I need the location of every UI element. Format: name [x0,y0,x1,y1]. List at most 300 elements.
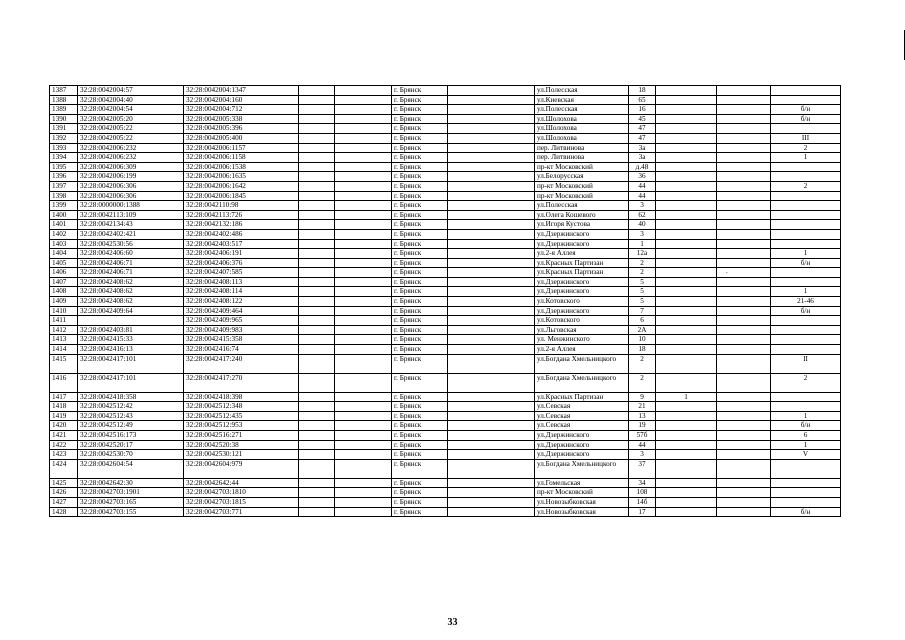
cell-apt [771,277,841,287]
cell-city: г. Брянск [392,86,448,96]
cell-cad1: 32:28:0042113:109 [78,210,184,220]
cell-e [656,411,717,421]
cell-city: г. Брянск [392,210,448,220]
cell-apt: 2 [771,373,841,392]
cell-house: 21 [629,402,656,412]
cell-cad1: 32:28:0042403:81 [78,325,184,335]
cell-city: г. Брянск [392,497,448,507]
cell-empty [299,210,335,220]
cell-e [656,450,717,460]
cell-num: 1394 [50,153,78,163]
cell-cad1: 32:28:0042134:43 [78,220,184,230]
stray-mark: . [726,267,728,275]
cell-city: г. Брянск [392,440,448,450]
table-row [50,431,841,441]
cell-empty [448,86,535,96]
cell-street: пр-кт Московский [535,181,629,191]
cell-city: г. Брянск [392,143,448,153]
cell-apt [771,335,841,345]
cell-house: 65 [629,95,656,105]
cell-city: г. Брянск [392,478,448,488]
cell-empty [335,124,392,134]
cell-empty [335,258,392,268]
cell-apt [771,229,841,239]
cell-empty [448,478,535,488]
table-row [50,124,841,134]
cell-num: 1427 [50,497,78,507]
cell-empty [299,373,335,392]
cell-apt [771,210,841,220]
cell-cad1: 32:28:0042415:33 [78,335,184,345]
cell-empty [335,440,392,450]
cell-e [656,316,717,326]
table-row [50,133,841,143]
cell-apt [771,268,841,278]
cell-num: 1388 [50,95,78,105]
cell-empty [717,105,771,115]
cell-city: г. Брянск [392,354,448,373]
cell-empty [717,392,771,402]
cell-cad2: 32:28:0042512:435 [184,411,299,421]
cell-cad1: 32:28:0042408:62 [78,277,184,287]
cell-e [656,210,717,220]
cell-e [656,440,717,450]
cell-apt: 2 [771,143,841,153]
cell-empty [448,335,535,345]
cell-empty [717,478,771,488]
cell-num: 1402 [50,229,78,239]
cell-house: 9 [629,392,656,402]
cell-street: ул.Богдана Хмельницкого [535,373,629,392]
cell-cad2: 32:28:0042516:271 [184,431,299,441]
cell-city: г. Брянск [392,325,448,335]
cell-house: 2А [629,325,656,335]
cell-empty [717,497,771,507]
cell-e [656,153,717,163]
cell-num: 1399 [50,201,78,211]
cell-empty [717,450,771,460]
table-row [50,402,841,412]
cell-empty [717,268,771,278]
cell-e [656,95,717,105]
cell-empty [448,277,535,287]
cell-apt: б/н [771,105,841,115]
cell-apt [771,392,841,402]
cell-empty [299,478,335,488]
cell-empty [299,411,335,421]
cell-cad1: 32:28:0042006:232 [78,153,184,163]
table-row [50,354,841,373]
table-row [50,373,841,392]
cell-empty [299,249,335,259]
cell-empty [299,488,335,498]
cell-empty [717,345,771,355]
cell-empty [299,306,335,316]
cell-cad2: 32:28:0042409:983 [184,325,299,335]
cell-house: 40 [629,220,656,230]
cell-cad1: 32:28:0042006:232 [78,143,184,153]
cell-empty [448,411,535,421]
cell-cad1: 32:28:0042006:306 [78,191,184,201]
cell-empty [448,95,535,105]
cell-num: 1398 [50,191,78,201]
cell-empty [448,124,535,134]
cell-num: 1393 [50,143,78,153]
table-row [50,297,841,307]
cell-empty [335,345,392,355]
cell-city: г. Брянск [392,239,448,249]
cell-empty [335,249,392,259]
cell-street: ул.Красных Партизан [535,392,629,402]
cell-empty [717,114,771,124]
cell-empty [448,105,535,115]
cell-street: ул.Гомельская [535,478,629,488]
cell-street: ул.Новозыбковская [535,507,629,517]
cell-street: ул.Дзержинского [535,277,629,287]
cell-cad1: 32:28:0042406:71 [78,268,184,278]
cell-city: г. Брянск [392,105,448,115]
cell-empty [717,172,771,182]
cell-cad2: 32:28:0042403:517 [184,239,299,249]
cell-empty [448,258,535,268]
cell-e [656,201,717,211]
cell-num: 1404 [50,249,78,259]
cell-empty [299,162,335,172]
cell-street: ул.Севская [535,411,629,421]
cell-house: 3а [629,153,656,163]
cell-empty [448,507,535,517]
cell-num: 1415 [50,354,78,373]
table-row [50,181,841,191]
cell-city: г. Брянск [392,373,448,392]
cell-empty [448,306,535,316]
cell-city: г. Брянск [392,287,448,297]
cell-e [656,497,717,507]
cell-city: г. Брянск [392,220,448,230]
table-row [50,172,841,182]
cell-city: г. Брянск [392,316,448,326]
cell-street: ул.Олега Кошевого [535,210,629,220]
cell-apt: 1 [771,249,841,259]
cell-apt [771,497,841,507]
cell-e [656,335,717,345]
cell-apt [771,325,841,335]
cell-apt: 1 [771,287,841,297]
page-number: 33 [447,617,458,628]
cell-num: 1412 [50,325,78,335]
cell-empty [448,287,535,297]
cell-e [656,229,717,239]
table-row [50,249,841,259]
cell-house: 62 [629,210,656,220]
cell-street: ул.Полесская [535,201,629,211]
cell-empty [448,421,535,431]
cell-empty [448,181,535,191]
cell-empty [448,114,535,124]
cell-street: ул.Дзержинского [535,431,629,441]
cell-e [656,258,717,268]
cell-empty [717,229,771,239]
cell-cad1: 32:28:0042004:54 [78,105,184,115]
cell-empty [448,459,535,478]
cell-empty [448,220,535,230]
cell-e [656,373,717,392]
cell-empty [717,373,771,392]
cell-cad2: 32:28:0042005:338 [184,114,299,124]
cell-num: 1416 [50,373,78,392]
cell-house: 2 [629,268,656,278]
cell-apt: 1 [771,153,841,163]
cell-cad1: 32:28:0042512:42 [78,402,184,412]
cell-empty [448,402,535,412]
cell-city: г. Брянск [392,162,448,172]
cell-apt: III [771,133,841,143]
cell-e [656,105,717,115]
cell-city: г. Брянск [392,229,448,239]
cell-cad2: 32:28:0042417:270 [184,373,299,392]
cell-empty [299,191,335,201]
cell-city: г. Брянск [392,306,448,316]
cell-empty [299,325,335,335]
cell-cad2: 32:28:0042604:979 [184,459,299,478]
cell-empty [299,105,335,115]
cell-city: г. Брянск [392,249,448,259]
cell-city: г. Брянск [392,153,448,163]
cell-street: ул.2-я Аллея [535,345,629,355]
cell-e [656,354,717,373]
cell-num: 1409 [50,297,78,307]
cell-empty [717,249,771,259]
cell-num: 1397 [50,181,78,191]
cell-empty [717,421,771,431]
cell-empty [335,488,392,498]
cell-e [656,239,717,249]
cell-empty [335,191,392,201]
cell-cad1: 32:28:0042604:54 [78,459,184,478]
cell-apt [771,124,841,134]
cell-apt: 1 [771,440,841,450]
cell-empty [299,297,335,307]
cell-house: 16 [629,105,656,115]
cell-city: г. Брянск [392,133,448,143]
cell-empty [717,431,771,441]
cell-e [656,268,717,278]
cell-empty [717,287,771,297]
cell-apt [771,95,841,105]
cell-cad2: 32:28:0042005:400 [184,133,299,143]
cell-cad2: 32:28:0042006:1157 [184,143,299,153]
cell-empty [717,210,771,220]
cell-num: 1419 [50,411,78,421]
cell-empty [448,297,535,307]
cell-empty [299,450,335,460]
cell-cad2: 32:28:0042005:396 [184,124,299,134]
cell-empty [335,411,392,421]
cell-house: 18 [629,345,656,355]
cell-apt: б/н [771,114,841,124]
cell-cad2: 32:28:0042402:486 [184,229,299,239]
cell-cad1: 32:28:0042409:64 [78,306,184,316]
cell-empty [717,95,771,105]
cell-num: 1423 [50,450,78,460]
cell-empty [299,421,335,431]
table-row [50,287,841,297]
cell-house: 2 [629,354,656,373]
cell-empty [448,201,535,211]
cell-empty [335,431,392,441]
cell-street: ул.Севская [535,402,629,412]
cell-city: г. Брянск [392,411,448,421]
cell-cad1: 32:28:0042004:40 [78,95,184,105]
cell-empty [299,459,335,478]
cell-apt [771,220,841,230]
table-row [50,345,841,355]
cell-cad2: 32:28:0042110:98 [184,201,299,211]
cell-cad1: 32:28:0042005:20 [78,114,184,124]
cell-empty [717,143,771,153]
cell-apt: б/н [771,306,841,316]
cell-house: 19 [629,421,656,431]
cell-cad1: 32:28:0042417:101 [78,373,184,392]
cell-num: 1420 [50,421,78,431]
cell-empty [299,431,335,441]
cell-empty [335,373,392,392]
cell-empty [717,162,771,172]
cell-empty [448,172,535,182]
cell-empty [335,172,392,182]
cell-empty [717,297,771,307]
cell-empty [717,316,771,326]
cell-empty [448,143,535,153]
table-row [50,306,841,316]
table-row [50,220,841,230]
cell-e [656,306,717,316]
cell-house: 12а [629,249,656,259]
cell-apt: II [771,354,841,373]
cell-empty [717,507,771,517]
cell-house: 7 [629,306,656,316]
cell-empty [299,172,335,182]
cell-empty [448,239,535,249]
cell-cad1: 32:28:0042406:71 [78,258,184,268]
table-row [50,114,841,124]
cell-empty [299,335,335,345]
cell-cad1: 32:28:0042005:22 [78,124,184,134]
cell-house: 108 [629,488,656,498]
cell-num: 1418 [50,402,78,412]
cell-empty [448,210,535,220]
cell-num: 1407 [50,277,78,287]
cell-cad1: 32:28:0042703:1901 [78,488,184,498]
cell-house: 2 [629,258,656,268]
cell-house: 10 [629,335,656,345]
cell-apt: 21-46 [771,297,841,307]
cell-empty [299,86,335,96]
cell-empty [335,153,392,163]
cell-empty [717,488,771,498]
cell-cad1: 32:28:0042005:22 [78,133,184,143]
cell-apt: 6 [771,431,841,441]
cell-empty [717,354,771,373]
cell-num: 1400 [50,210,78,220]
cell-empty [299,440,335,450]
cell-empty [448,392,535,402]
cell-empty [299,268,335,278]
cell-num: 1413 [50,335,78,345]
cell-cad2: 32:28:0042006:1538 [184,162,299,172]
cell-num: 1389 [50,105,78,115]
cell-empty [448,354,535,373]
table-row [50,258,841,268]
cell-empty [299,143,335,153]
cell-empty [335,306,392,316]
cell-empty [717,306,771,316]
cell-apt [771,239,841,249]
cell-num: 1422 [50,440,78,450]
cell-cad2: 32:28:0042703:1815 [184,497,299,507]
cell-empty [335,268,392,278]
cell-cad2: 32:28:0042409:965 [184,316,299,326]
cell-e [656,143,717,153]
cell-cad2: 32:28:0042408:122 [184,297,299,307]
cell-e [656,181,717,191]
cell-apt [771,191,841,201]
cell-empty [335,297,392,307]
cell-street: ул.Богдана Хмельницкого [535,354,629,373]
cell-e [656,114,717,124]
cell-cad2: 32:28:0042406:376 [184,258,299,268]
table-row [50,335,841,345]
cell-street: пр-кт Московский [535,488,629,498]
cell-street: ул.Богдана Хмельницкого [535,459,629,478]
cell-empty [335,497,392,507]
table-row [50,86,841,96]
cell-cad1: 32:28:0042402:421 [78,229,184,239]
cell-cad2: 32:28:0042006:1642 [184,181,299,191]
cell-house: 37 [629,459,656,478]
cell-cad1: 32:28:0042006:306 [78,181,184,191]
cell-house: 44 [629,191,656,201]
cell-street: ул.2-я Аллея [535,249,629,259]
cell-house: 17 [629,507,656,517]
cell-apt: V [771,450,841,460]
cell-house: 13 [629,411,656,421]
cell-street: ул.Красных Партизан [535,258,629,268]
cell-empty [448,249,535,259]
cell-empty [335,201,392,211]
cell-house: 44 [629,181,656,191]
cell-e [656,172,717,182]
table-row [50,488,841,498]
cell-empty [335,133,392,143]
table-row [50,268,841,278]
cell-city: г. Брянск [392,431,448,441]
cell-num: 1408 [50,287,78,297]
cell-house: 5 [629,287,656,297]
cell-num: 1426 [50,488,78,498]
cell-street: ул.Полесская [535,86,629,96]
cell-cad1: 32:28:0042703:155 [78,507,184,517]
cell-empty [448,440,535,450]
cell-empty [717,153,771,163]
cell-cad2: 32:28:0042703:1810 [184,488,299,498]
cell-empty [717,86,771,96]
table-row [50,143,841,153]
cell-city: г. Брянск [392,507,448,517]
cell-cad2: 32:28:0042408:113 [184,277,299,287]
table-row [50,162,841,172]
cell-house: 3 [629,229,656,239]
